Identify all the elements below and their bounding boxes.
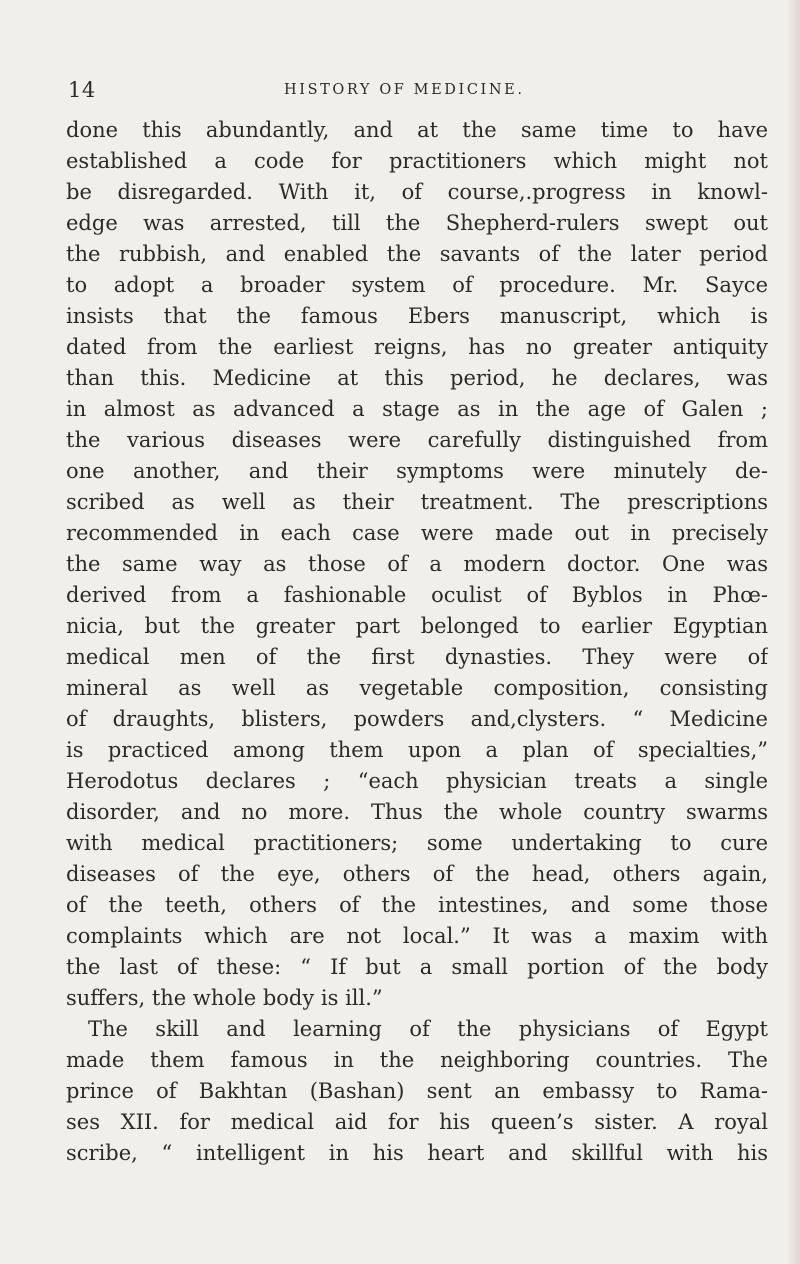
paragraph-start-line: The skill and learning of the physicians of Egypt xyxy=(88,1017,768,1041)
text-line: of draughts, blisters, powders and,clysters. “ Medicine xyxy=(66,707,768,731)
text-line: dated from the earliest reigns, has no greater antiquity xyxy=(66,335,768,359)
text-line: edge was arrested, till the Shepherd-rulers swept out xyxy=(66,211,768,235)
text-line: the last of these: “ If but a small portion of the body xyxy=(66,955,768,979)
paragraph-end-line: suffers, the whole body is ill.” xyxy=(66,986,383,1010)
text-line: nicia, but the greater part belonged to earlier Egyptian xyxy=(66,614,768,638)
text-line: Herodotus declares ; “each physician treats a single xyxy=(66,769,768,793)
text-line: with medical practitioners; some undertaking to cure xyxy=(66,831,768,855)
text-line: prince of Bakhtan (Bashan) sent an embassy to Rama- xyxy=(66,1079,768,1103)
text-line: ses XII. for medical aid for his queen’s sister. A royal xyxy=(66,1110,768,1134)
text-line: insists that the famous Ebers manuscript, which is xyxy=(66,304,768,328)
text-line: the various diseases were carefully distinguished from xyxy=(66,428,768,452)
text-line: is practiced among them upon a plan of specialties,” xyxy=(66,738,768,762)
text-line: diseases of the eye, others of the head, others again, xyxy=(66,862,768,886)
text-line: disorder, and no more. Thus the whole country swarms xyxy=(66,800,768,824)
text-line: complaints which are not local.” It was a maxim with xyxy=(66,924,768,948)
text-line: to adopt a broader system of procedure. Mr. Sayce xyxy=(66,273,768,297)
text-line: scribe, “ intelligent in his heart and skillful with his xyxy=(66,1141,768,1165)
text-line: one another, and their symptoms were minutely de- xyxy=(66,459,768,483)
text-line: of the teeth, others of the intestines, and some those xyxy=(66,893,768,917)
text-line: made them famous in the neighboring countries. The xyxy=(66,1048,768,1072)
page-number: 14 xyxy=(68,78,96,102)
text-line: scribed as well as their treatment. The prescriptions xyxy=(66,490,768,514)
text-line: be disregarded. With it, of course,.progress in knowl- xyxy=(66,180,768,204)
body-text xyxy=(66,115,768,1169)
text-line: in almost as advanced a stage as in the age of Galen ; xyxy=(66,397,768,421)
text-line: derived from a fashionable oculist of Byblos in Phœ- xyxy=(66,583,768,607)
text-line: done this abundantly, and at the same time to have xyxy=(66,118,768,142)
text-line: mineral as well as vegetable composition, consisting xyxy=(66,676,768,700)
text-line: the same way as those of a modern doctor. One was xyxy=(66,552,768,576)
text-line: the rubbish, and enabled the savants of the later period xyxy=(66,242,768,266)
text-line: recommended in each case were made out in precisely xyxy=(66,521,768,545)
text-line: established a code for practitioners which might not xyxy=(66,149,768,173)
page-edge-shadow xyxy=(786,0,800,1264)
text-line: than this. Medicine at this period, he declares, was xyxy=(66,366,768,390)
text-line: medical men of the first dynasties. They were of xyxy=(66,645,768,669)
running-head: HISTORY OF MEDICINE. xyxy=(284,82,525,98)
